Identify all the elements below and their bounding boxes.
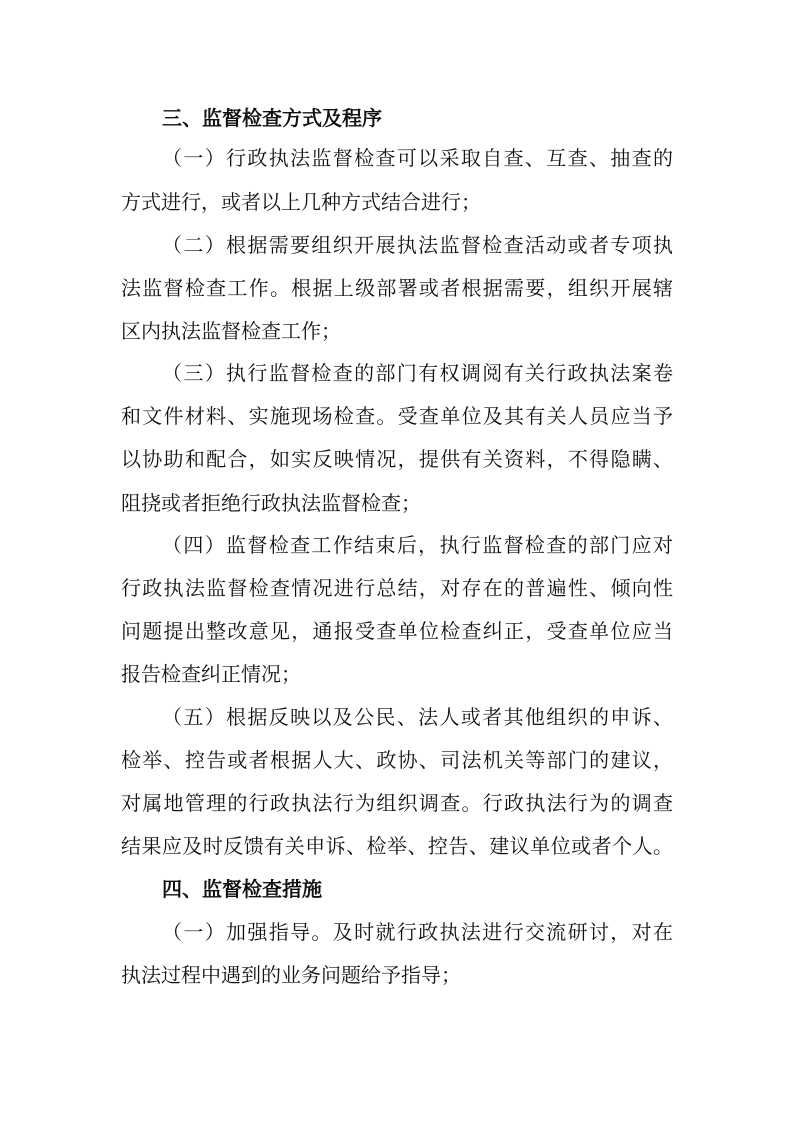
paragraph-line: 问题提出整改意见，通报受查单位检查纠正，受查单位应当 (121, 619, 673, 643)
paragraph-line: （五）根据反映以及公民、法人或者其他组织的申诉、 (162, 705, 673, 729)
section-heading-3: 三、监督检查方式及程序 (162, 106, 382, 130)
paragraph-line: 法监督检查工作。根据上级部署或者根据需要，组织开展辖 (121, 276, 673, 300)
paragraph-line: 方式进行，或者以上几种方式结合进行； (121, 190, 481, 214)
paragraph-line: 和文件材料、实施现场检查。受查单位及其有关人员应当予 (121, 404, 673, 428)
paragraph-line: 执法过程中遇到的业务问题给予指导； (121, 963, 461, 987)
paragraph-line: （一）加强指导。及时就行政执法进行交流研讨，对在 (162, 920, 673, 944)
paragraph-line: 报告检查纠正情况； (121, 662, 301, 686)
paragraph-line: （四）监督检查工作结束后，执行监督检查的部门应对 (162, 533, 673, 557)
paragraph-line: 结果应及时反馈有关申诉、检举、控告、建议单位或者个人。 (121, 834, 673, 858)
paragraph-line: （三）执行监督检查的部门有权调阅有关行政执法案卷 (162, 361, 673, 385)
paragraph-line: 行政执法监督检查情况进行总结，对存在的普遍性、倾向性 (121, 576, 673, 600)
paragraph-line: 阻挠或者拒绝行政执法监督检查； (121, 491, 421, 515)
paragraph-line: 以协助和配合，如实反映情况，提供有关资料，不得隐瞒、 (121, 447, 673, 471)
paragraph-line: 区内执法监督检查工作； (121, 319, 341, 343)
paragraph-line: 对属地管理的行政执法行为组织调查。行政执法行为的调查 (121, 791, 673, 815)
paragraph-line: （二）根据需要组织开展执法监督检查活动或者专项执 (162, 233, 673, 257)
paragraph-line: （一）行政执法监督检查可以采取自查、互查、抽查的 (162, 146, 673, 170)
section-heading-4: 四、监督检查措施 (162, 877, 322, 901)
paragraph-line: 检举、控告或者根据人大、政协、司法机关等部门的建议， (121, 748, 673, 772)
